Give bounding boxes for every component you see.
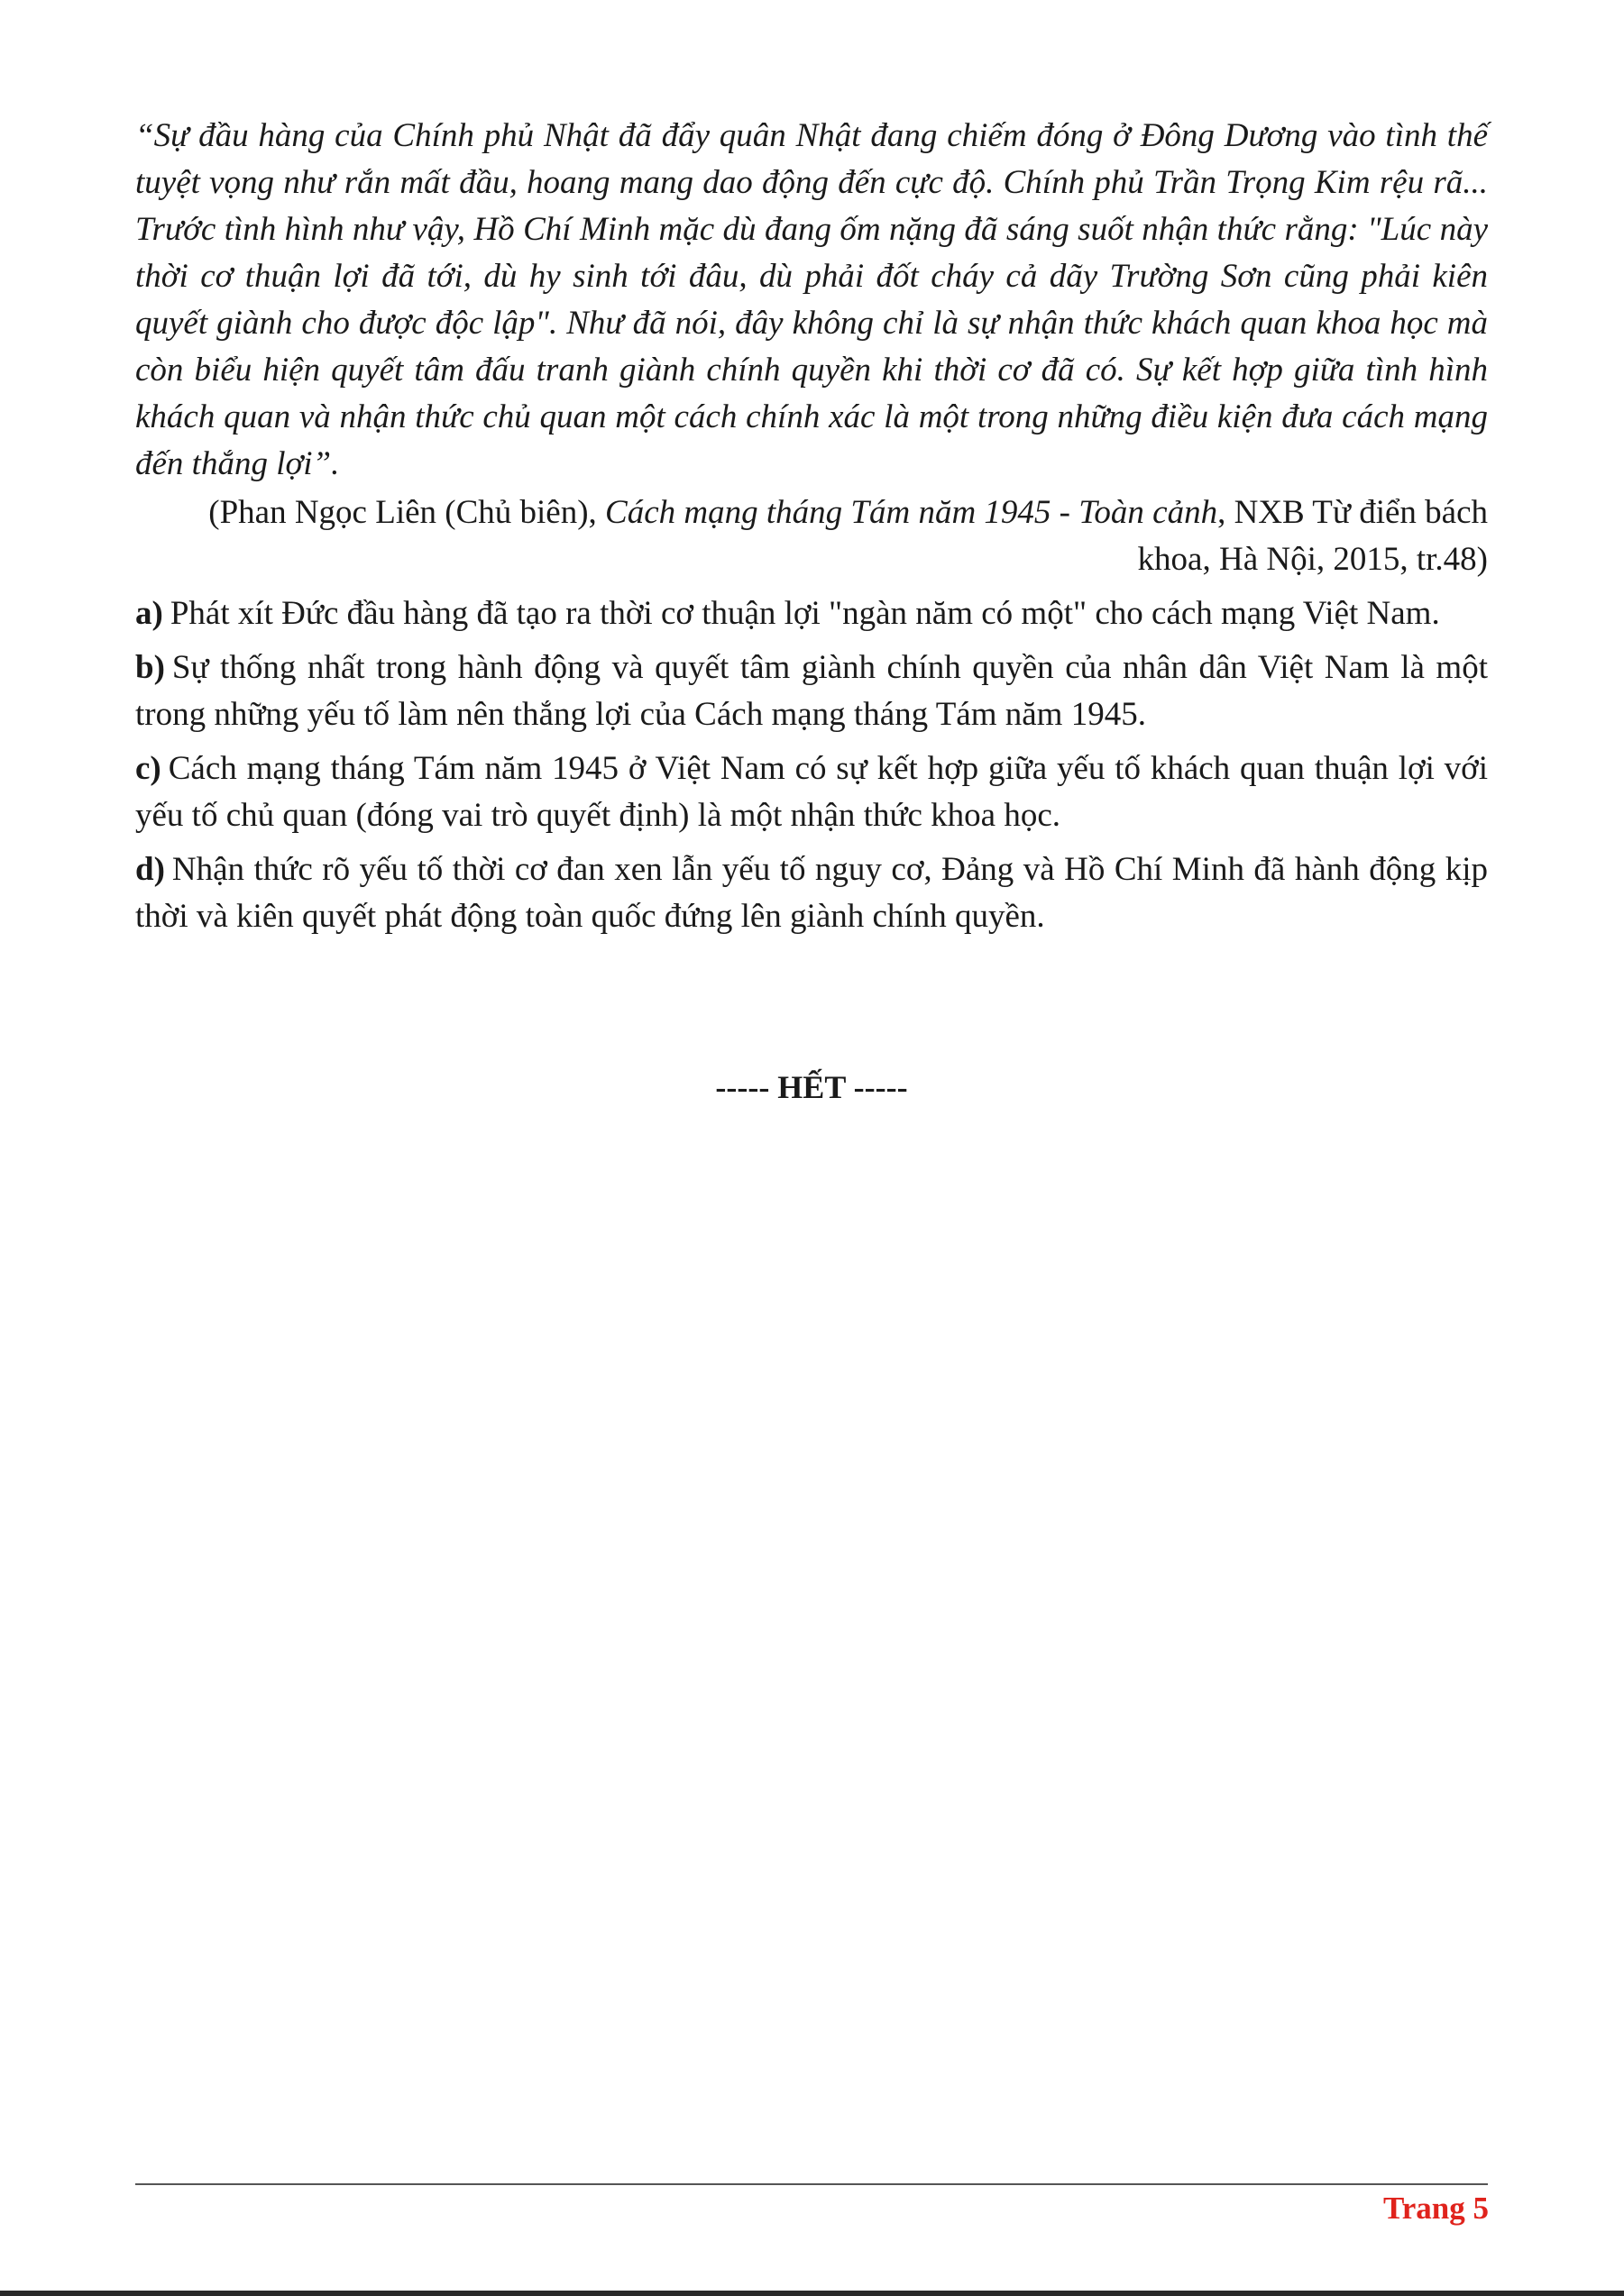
page-number: Trang 5	[1383, 2191, 1489, 2226]
citation-title: Cách mạng tháng Tám năm 1945 - Toàn cảnh	[605, 494, 1218, 531]
citation-prefix: (Phan Ngọc Liên (Chủ biên),	[208, 494, 606, 531]
footer-divider	[135, 2183, 1488, 2185]
quoted-passage: “Sự đầu hàng của Chính phủ Nhật đã đẩy quân Nhật đang chiếm đóng ở Đông Dương vào tình thế tuyệt vọng như rắn mất đầu, hoang mang dao động đến cực độ. Chính phủ Trần Trọng Kim rệu rã... Trước tình hình như vậy, Hồ Chí Minh mặc dù đang ốm nặng đã sáng suốt nhận thức rằng: "Lúc này thời cơ thuận lợi đã tới, dù hy sinh tới đâu, dù phải đốt cháy cả dãy Trường Sơn cũng phải kiên quyết giành cho được độc lập". Như đã nói, đây không chỉ là sự nhận thức khách quan khoa học mà còn biểu hiện quyết tâm đấu tranh giành chính quyền khi thời cơ đã có. Sự kết hợp giữa tình hình khách quan và nhận thức chủ quan một cách chính xác là một trong những điều kiện đưa cách mạng đến thắng lợi”.	[135, 117, 1488, 482]
statement-label: b)	[135, 649, 165, 686]
statement-c	[135, 746, 1488, 839]
statement-label: d)	[135, 851, 165, 888]
statement-label: c)	[135, 750, 161, 787]
statement-a	[135, 590, 1488, 637]
document-body	[135, 113, 1488, 1105]
citation-suffix: , NXB Từ điển bách khoa, Hà Nội, 2015, tr.48)	[1137, 494, 1488, 578]
statement-d	[135, 846, 1488, 940]
citation	[135, 489, 1488, 583]
page-bottom-edge	[0, 2291, 1624, 2296]
statement-label: a)	[135, 595, 163, 632]
statement-text: Phát xít Đức đầu hàng đã tạo ra thời cơ thuận lợi "ngàn năm có một" cho cách mạng Việt Nam.	[170, 595, 1440, 632]
statement-text: Sự thống nhất trong hành động và quyết tâm giành chính quyền của nhân dân Việt Nam là một trong những yếu tố làm nên thắng lợi của Cách mạng tháng Tám năm 1945.	[135, 649, 1488, 733]
statement-text: Nhận thức rõ yếu tố thời cơ đan xen lẫn yếu tố nguy cơ, Đảng và Hồ Chí Minh đã hành động kịp thời và kiên quyết phát động toàn quốc đứng lên giành chính quyền.	[135, 851, 1488, 935]
end-mark: ----- HẾT -----	[715, 1069, 908, 1105]
statement-b	[135, 645, 1488, 738]
statement-text: Cách mạng tháng Tám năm 1945 ở Việt Nam có sự kết hợp giữa yếu tố khách quan thuận lợi với yếu tố chủ quan (đóng vai trò quyết định) là một nhận thức khoa học.	[135, 750, 1488, 834]
